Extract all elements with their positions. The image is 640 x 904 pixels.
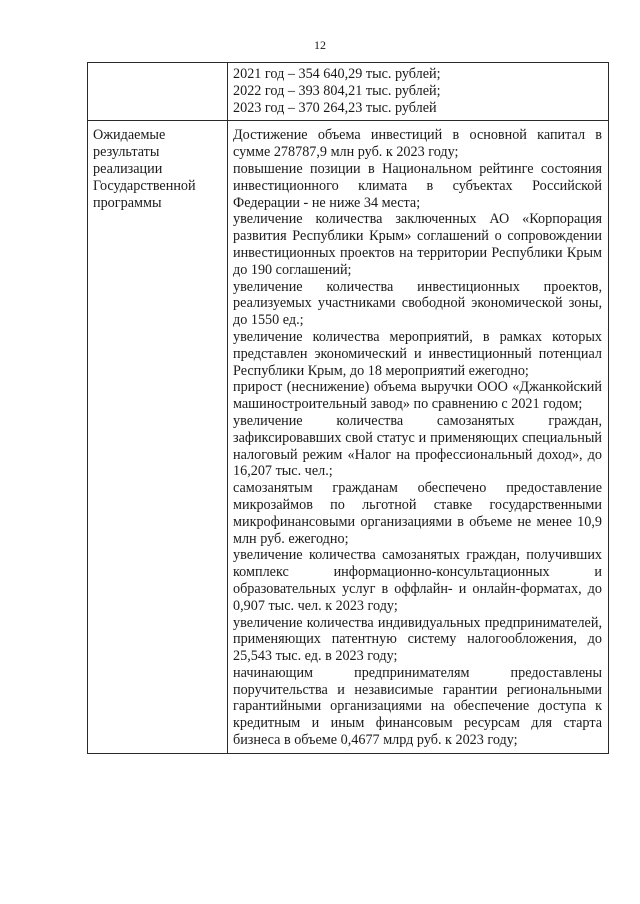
page-number: 12 bbox=[314, 38, 326, 52]
result-item: увеличение количества инвестиционных проектов, реализуемых участниками свободной экономической зоны, до 1550 ед.; bbox=[233, 278, 602, 329]
table-row-expected-results bbox=[88, 121, 609, 753]
result-item: начинающим предпринимателям предоставлены поручительства и независимые гарантии региональными гарантийными организациями на обеспечение доступа к кредитным и иным финансовым ресурсам для старта бизнеса в объеме 0,4677 млрд руб. к 2023 году; bbox=[233, 664, 602, 749]
result-item: прирост (неснижение) объема выручки ООО «Джанкойский машиностроительный завод» по сравнению с 2021 годом; bbox=[233, 379, 602, 413]
expected-results-label bbox=[88, 121, 228, 753]
result-item: увеличение количества самозанятых граждан, зафиксировавших свой статус и применяющих специальный налоговый режим «Налог на профессиональный доход», до 16,207 тыс. чел.; bbox=[233, 412, 602, 480]
row1-label-cell bbox=[88, 63, 228, 121]
result-item: увеличение количества индивидуальных предпринимателей, применяющих патентную систему налогообложения, до 25,543 тыс. ед. в 2023 году; bbox=[233, 614, 602, 665]
label-line: программы bbox=[93, 194, 162, 211]
funding-2022: 2022 год – 393 804,21 тыс. рублей; bbox=[233, 82, 441, 99]
funding-2021: 2021 год – 354 640,29 тыс. рублей; bbox=[233, 66, 441, 82]
result-item: увеличение количества самозанятых граждан, получивших комплекс информационно-консультационных и образовательных услуг в оффлайн- и онлайн-форматах, до 0,907 тыс. чел. к 2023 году; bbox=[233, 547, 602, 614]
result-item: увеличение количества мероприятий, в рамках которых представлен экономический и инвестиционный потенциал Республики Крым, до 18 мероприятий ежегодно; bbox=[233, 328, 602, 379]
label-line: Государственной bbox=[93, 177, 196, 194]
result-item: увеличение количества заключенных АО «Корпорация развития Республики Крым» соглашений о сопровождении инвестиционных проектов на территории Республики Крым до 190 соглашений; bbox=[233, 211, 602, 278]
label-line: результаты bbox=[93, 144, 160, 161]
result-item: самозанятым гражданам обеспечено предоставление микрозаймов по льготной ставке государственными микрофинансовыми организациями в объеме не менее 10,9 млн руб. ежегодно; bbox=[233, 480, 602, 547]
expected-results-list bbox=[228, 121, 609, 753]
result-item: повышение позиции в Национальном рейтинге состояния инвестиционного климата в субъектах Российской Федерации - не ниже 34 места; bbox=[233, 160, 602, 211]
label-line: реализации bbox=[93, 160, 163, 177]
row1-value-cell bbox=[228, 63, 609, 121]
funding-2023: 2023 год – 370 264,23 тыс. рублей bbox=[233, 99, 437, 116]
table-row-funding bbox=[88, 63, 609, 121]
label-line: Ожидаемые bbox=[93, 127, 166, 144]
result-item: Достижение объема инвестиций в основной капитал в сумме 278787,9 млн руб. к 2023 году; bbox=[233, 127, 602, 161]
program-passport-table bbox=[87, 62, 609, 754]
